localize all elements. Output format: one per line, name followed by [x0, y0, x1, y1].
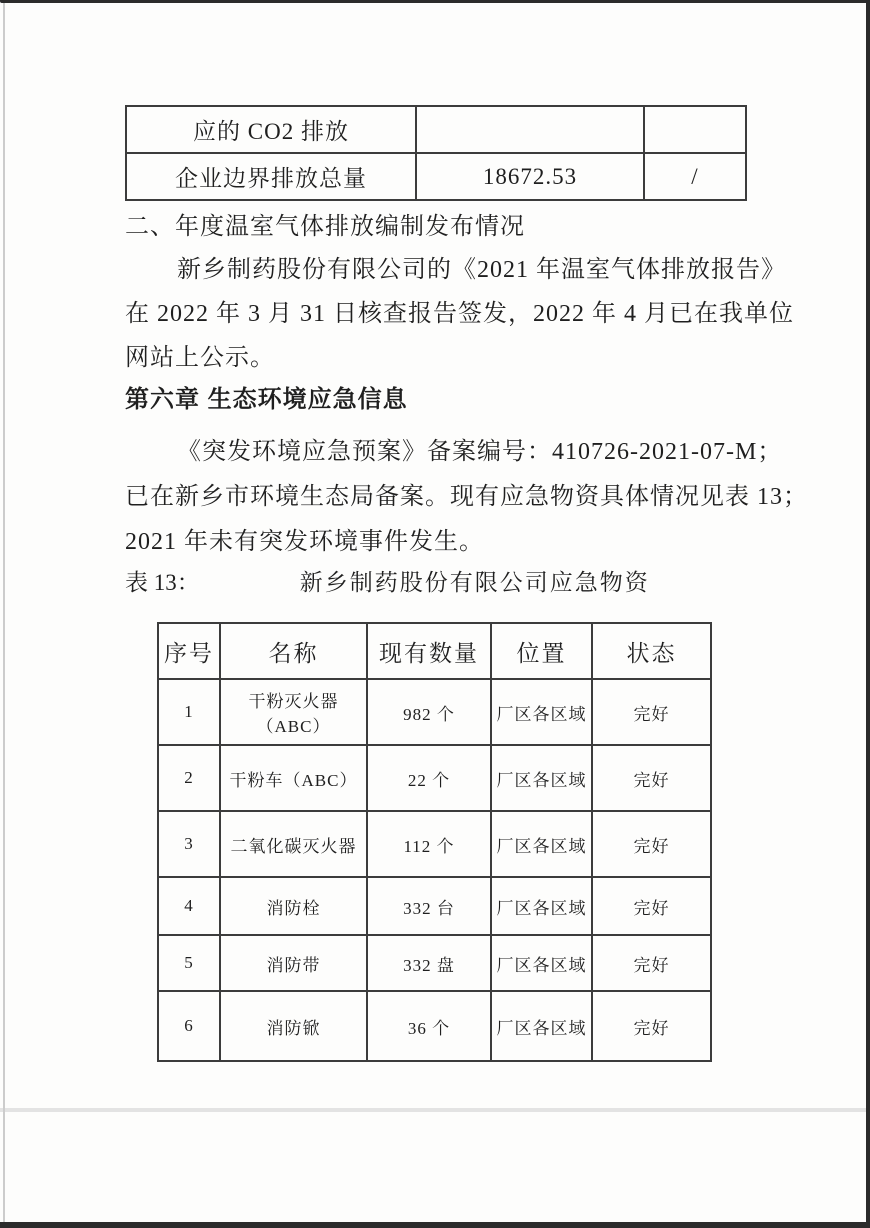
- cell-name: 干粉灭火器（ABC）: [220, 679, 367, 745]
- col-header-name: 名称: [220, 623, 367, 679]
- col-header-status: 状态: [592, 623, 711, 679]
- table-row: [158, 745, 711, 811]
- cell-quantity: 36 个: [367, 991, 491, 1061]
- cell-status: 完好: [592, 745, 711, 811]
- cell-location: 厂区各区域: [491, 935, 592, 991]
- co2-emissions-table: [125, 105, 747, 201]
- cell-location: 厂区各区域: [491, 745, 592, 811]
- chapter6-line-3: 2021 年未有突发环境事件发生。: [125, 529, 484, 555]
- emergency-supplies-table: [157, 622, 712, 1062]
- emissions-row-label: 应的 CO2 排放: [126, 106, 416, 153]
- cell-name: 干粉车（ABC）: [220, 745, 367, 811]
- table-row: [158, 877, 711, 935]
- cell-index: 6: [158, 991, 220, 1061]
- cell-quantity: 112 个: [367, 811, 491, 877]
- scan-right-edge: [866, 0, 870, 1228]
- cell-name: 二氧化碳灭火器: [220, 811, 367, 877]
- cell-status: 完好: [592, 811, 711, 877]
- emissions-row-note: [644, 106, 746, 153]
- table-row: [126, 153, 746, 200]
- table-row: [158, 991, 711, 1061]
- table13-caption-label: 表 13：: [125, 570, 200, 595]
- cell-name: 消防栓: [220, 877, 367, 935]
- chapter6-line-2: 已在新乡市环境生态局备案。现有应急物资具体情况见表 13；: [125, 484, 808, 510]
- cell-index: 5: [158, 935, 220, 991]
- cell-quantity: 22 个: [367, 745, 491, 811]
- cell-quantity: 332 台: [367, 877, 491, 935]
- cell-location: 厂区各区域: [491, 877, 592, 935]
- cell-index: 3: [158, 811, 220, 877]
- section2-line-3: 网站上公示。: [125, 345, 275, 371]
- table-row: [158, 811, 711, 877]
- cell-name: 消防带: [220, 935, 367, 991]
- page-seam-line: [0, 1108, 866, 1112]
- cell-location: 厂区各区域: [491, 811, 592, 877]
- chapter6-heading: 第六章 生态环境应急信息: [125, 386, 408, 413]
- emissions-total-value: 18672.53: [416, 153, 644, 200]
- table-header-row: [158, 623, 711, 679]
- cell-quantity: 332 盘: [367, 935, 491, 991]
- col-header-location: 位置: [491, 623, 592, 679]
- col-header-index: 序号: [158, 623, 220, 679]
- cell-index: 4: [158, 877, 220, 935]
- emissions-row-value: [416, 106, 644, 153]
- cell-status: 完好: [592, 991, 711, 1061]
- section2-line-2: 在 2022 年 3 月 31 日核查报告签发，2022 年 4 月已在我单位: [125, 301, 794, 327]
- cell-name: 消防锨: [220, 991, 367, 1061]
- section2-heading: 二、年度温室气体排放编制发布情况: [125, 214, 525, 240]
- cell-status: 完好: [592, 935, 711, 991]
- cell-status: 完好: [592, 679, 711, 745]
- section2-line-1: 新乡制药股份有限公司的《2021 年温室气体排放报告》: [177, 257, 786, 283]
- table-row: [158, 679, 711, 745]
- scan-left-edge: [3, 3, 5, 1222]
- table-row: [126, 106, 746, 153]
- table13-caption: [125, 562, 750, 604]
- cell-index: 2: [158, 745, 220, 811]
- scan-bottom-edge: [0, 1222, 870, 1228]
- cell-quantity: 982 个: [367, 679, 491, 745]
- cell-status: 完好: [592, 877, 711, 935]
- cell-location: 厂区各区域: [491, 679, 592, 745]
- table-row: [158, 935, 711, 991]
- cell-location: 厂区各区域: [491, 991, 592, 1061]
- cell-index: 1: [158, 679, 220, 745]
- emissions-total-note: /: [644, 153, 746, 200]
- emissions-total-label: 企业边界排放总量: [126, 153, 416, 200]
- col-header-quantity: 现有数量: [367, 623, 491, 679]
- table13-caption-title: 新乡制药股份有限公司应急物资: [299, 570, 650, 595]
- scan-top-edge: [0, 0, 870, 3]
- chapter6-line-1: 《突发环境应急预案》备案编号：410726-2021-07-M；: [177, 439, 783, 465]
